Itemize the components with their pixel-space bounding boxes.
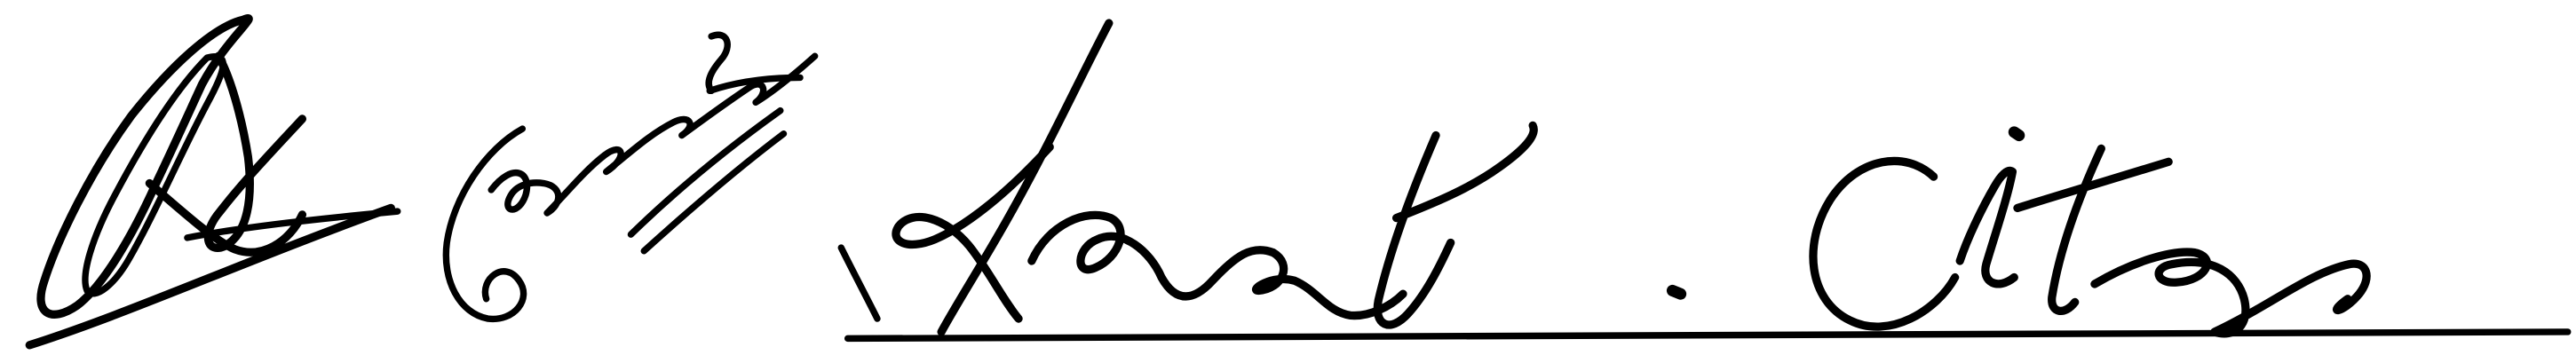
karen-es [2095,252,2366,334]
carlene-signature [446,35,814,319]
karen-k-arm [896,147,1050,319]
carlene-ascender [709,35,727,91]
initials-curve [149,184,302,253]
carlene-c-loop [446,129,523,319]
signature-ink [29,19,2567,345]
karen-i-dot [2014,132,2019,136]
karen-baseline [848,332,2568,338]
karen-l [1377,136,1450,325]
carlene-underline-1 [630,111,780,235]
karen-i [1960,171,2014,284]
karen-dot [1672,290,1680,294]
karen-tick [841,248,877,319]
karen-script [1032,215,1403,315]
carlene-underline-2 [644,134,783,251]
initials-right-loop [208,56,302,248]
initials-signature [29,19,397,345]
karen-c [1813,161,1955,327]
karen-cites-signature [841,23,2567,338]
